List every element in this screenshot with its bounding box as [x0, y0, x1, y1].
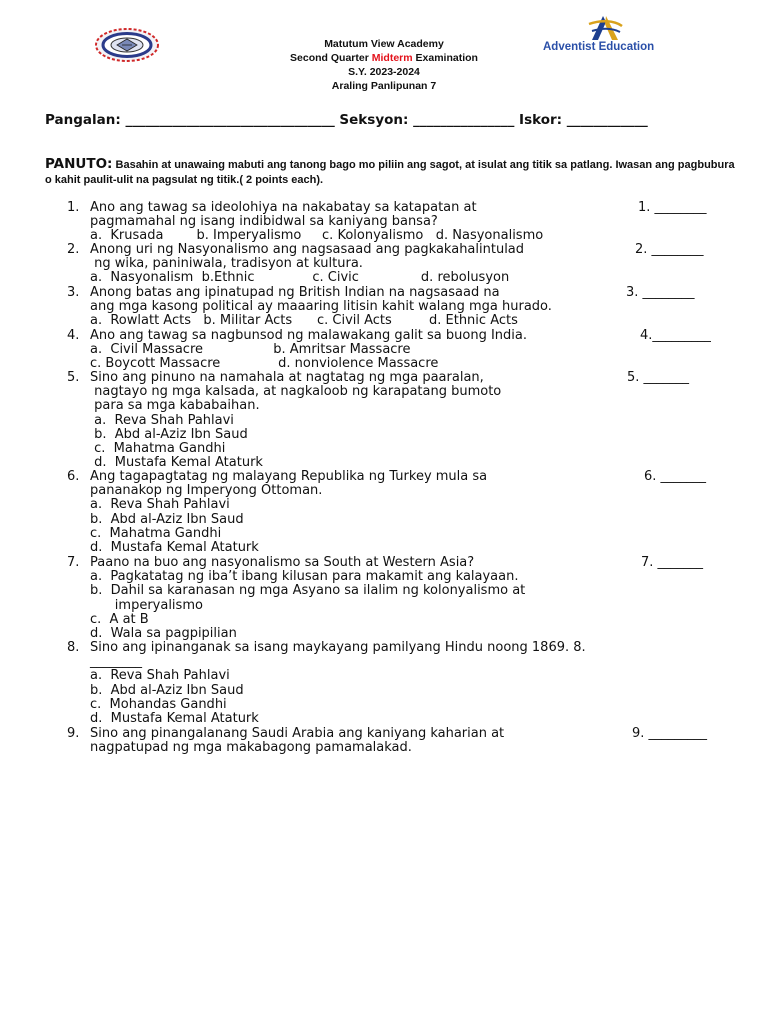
question-line: b. Dahil sa karanasan ng mga Asyano sa ilalim ng kolonyalismo at: [90, 583, 526, 599]
student-info-line: Pangalan: _______________________________ Seksyon: _______________ Iskor: ____________: [45, 112, 648, 128]
question-number: 4.: [67, 328, 80, 343]
question-line: a. Reva Shah Pahlavi: [90, 497, 230, 513]
question-number: 6.: [67, 469, 80, 484]
question-line: c. Boycott Massacre d. nonviolence Massacre: [90, 356, 439, 372]
school-name: Matutum View Academy: [324, 38, 444, 50]
question-line: d. Mustafa Kemal Ataturk: [90, 540, 259, 555]
question-text: Ano ang tawag sa nagbunsod ng malawakang galit sa buong India.: [90, 328, 527, 343]
question-text: Paano na buo ang nasyonalismo sa South at Western Asia?: [90, 555, 475, 570]
answer-blank[interactable]: 5. _______: [627, 370, 690, 385]
exam-title: Second Quarter Midterm Examination: [290, 52, 478, 64]
answer-blank[interactable]: 6. _______: [644, 469, 707, 484]
question-number: 2.: [67, 242, 80, 257]
question-line: imperyalismo: [90, 597, 203, 613]
question-line: d. Mustafa Kemal Ataturk: [90, 455, 263, 471]
answer-blank[interactable]: 4._________: [640, 328, 711, 343]
question-line: ________: [90, 654, 142, 670]
question-line: a. Civil Massacre b. Amritsar Massacre: [90, 342, 411, 358]
question-text: Ano ang tawag sa ideolohiya na nakabatay sa katapatan at: [90, 200, 477, 215]
question-text: Sino ang pinuno na namahala at nagtatag ng mga paaralan,: [90, 370, 484, 385]
question-line: c. Mahatma Gandhi: [90, 525, 222, 541]
question-number: 8.: [67, 640, 80, 655]
question-line: a. Reva Shah Pahlavi: [90, 412, 234, 428]
question-line: b. Abd al-Aziz Ibn Saud: [90, 511, 244, 527]
question-line: c. Mohandas Gandhi: [90, 696, 227, 712]
exam-term-highlight: Midterm: [371, 52, 413, 64]
answer-blank[interactable]: 2. ________: [635, 242, 704, 257]
question-line: c. A at B: [90, 611, 149, 627]
question-line: b. Abd al-Aziz Ibn Saud: [90, 426, 248, 442]
question-line: ang mga kasong political ay maaaring litisin kahit walang mga hurado.: [90, 299, 552, 315]
question-line: b. Abd al-Aziz Ibn Saud: [90, 682, 244, 698]
question-line: d. Wala sa pagpipilian: [90, 626, 237, 641]
question-line: c. Mahatma Gandhi: [90, 441, 226, 456]
question-line: a. Krusada b. Imperyalismo c. Kolonyalismo d. Nasyonalismo: [90, 228, 544, 244]
subject-title: Araling Panlipunan 7: [331, 80, 437, 92]
question-text: Anong batas ang ipinatupad ng British Indian na nagsasaad na: [90, 285, 500, 300]
instructions-label: PANUTO:: [45, 156, 113, 172]
question-line: a. Nasyonalism b.Ethnic c. Civic d. rebolusyon: [90, 270, 510, 286]
answer-blank[interactable]: 9. _________: [632, 726, 708, 741]
question-line: d. Mustafa Kemal Ataturk: [90, 711, 259, 726]
question-line: nagtayo ng mga kalsada, at nagkaloob ng karapatang bumoto: [90, 384, 502, 400]
instructions: [45, 157, 735, 188]
question-text: Sino ang pinangalanang Saudi Arabia ang kaniyang kaharian at: [90, 726, 505, 741]
school-seal-logo: [95, 28, 159, 62]
school-year: S.Y. 2023-2024: [348, 66, 420, 78]
question-number: 1.: [67, 200, 80, 215]
question-number: 3.: [67, 285, 80, 300]
question-line: nagpatupad ng mga makabagong pamamalakad.: [90, 740, 412, 756]
adventist-education-text: Adventist Education: [543, 41, 655, 53]
answer-blank[interactable]: 7. _______: [641, 555, 704, 570]
question-line: para sa mga kababaihan.: [90, 398, 260, 414]
question-line: pananakop ng Imperyong Ottoman.: [90, 483, 323, 499]
question-number: 5.: [67, 370, 80, 385]
question-number: 7.: [67, 555, 80, 570]
question-text: Sino ang ipinanganak sa isang maykayang pamilyang Hindu noong 1869. 8.: [90, 640, 586, 655]
question-text: Ang tagapagtatag ng malayang Republika ng Turkey mula sa: [90, 469, 488, 484]
question-text: Anong uri ng Nasyonalismo ang nagsasaad ang pagkakahalintulad: [90, 242, 525, 257]
adventist-education-logo: [540, 14, 680, 60]
instructions-text: Basahin at unawaing mabuti ang tanong bago mo piliin ang sagot, at isulat ang titik sa patlang. Iwasan ang pagbubura o kahit paulit-ulit na pagsulat ng titik.( 2 points each).: [45, 159, 735, 186]
answer-blank[interactable]: 1. ________: [638, 200, 707, 215]
question-line: a. Pagkatatag ng iba’t ibang kilusan para makamit ang kalayaan.: [90, 569, 519, 585]
question-number: 9.: [67, 726, 80, 741]
question-line: a. Reva Shah Pahlavi: [90, 668, 230, 684]
question-line: ng wika, paniniwala, tradisyon at kultura.: [90, 256, 363, 272]
question-line: pagmamahal ng isang indibidwal sa kaniyang bansa?: [90, 214, 438, 230]
answer-blank[interactable]: 3. ________: [626, 285, 695, 300]
question-line: a. Rowlatt Acts b. Militar Acts c. Civil Acts d. Ethnic Acts: [90, 313, 518, 329]
